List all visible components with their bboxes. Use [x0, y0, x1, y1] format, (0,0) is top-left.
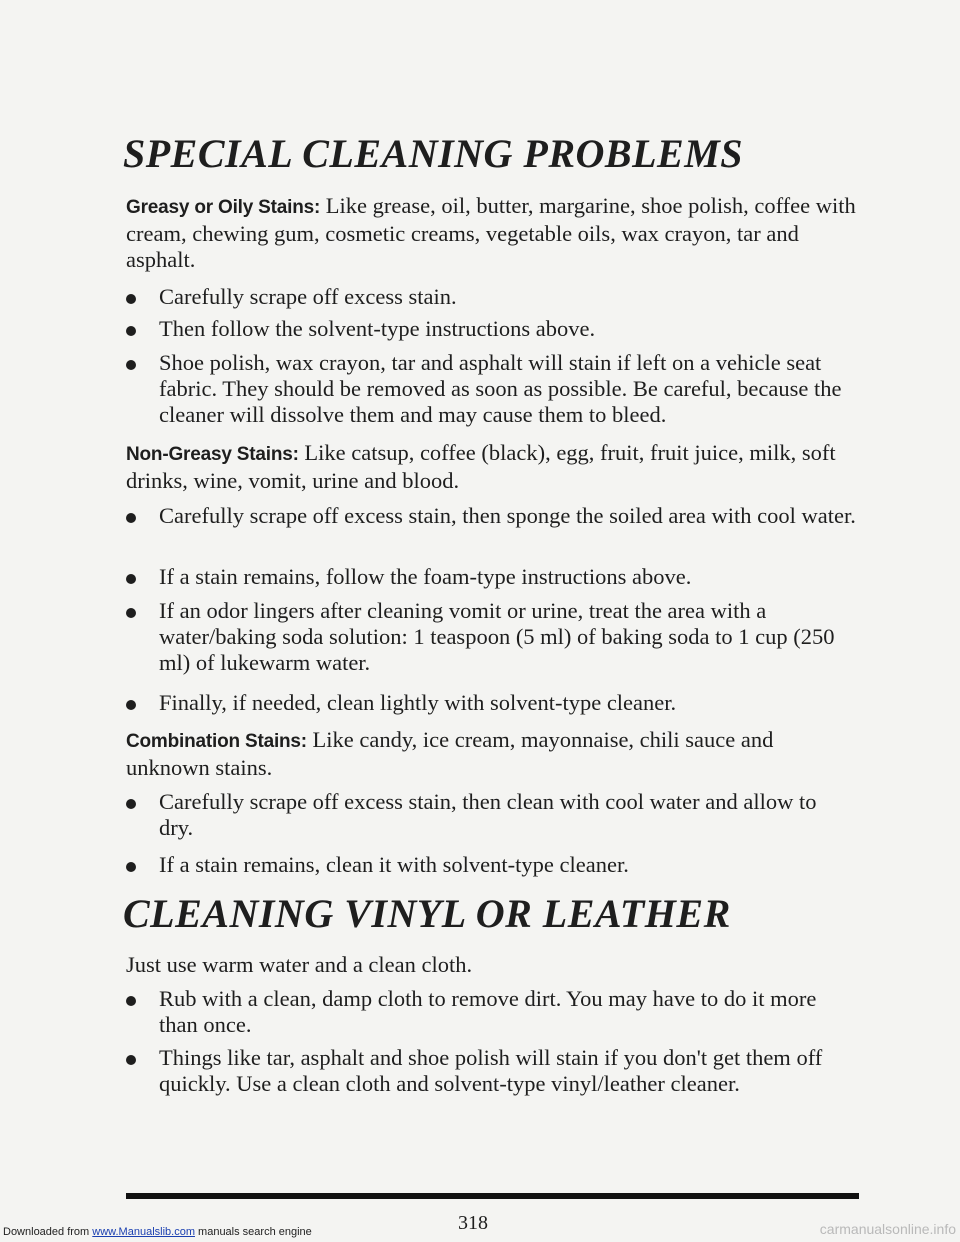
list-item: Shoe polish, wax crayon, tar and asphalt will stain if left on a vehicle seat fabric. They should be removed as soon as possible. Be careful, because the cleaner will dissolve them and may cause them to bleed.	[126, 350, 856, 428]
section-title-vinyl-leather: CLEANING VINYL OR LEATHER	[123, 891, 731, 936]
combination-stains-label: Combination Stains:	[126, 731, 307, 752]
bullet-icon	[126, 513, 136, 523]
non-greasy-stains-label: Non-Greasy Stains:	[126, 444, 299, 465]
bullet-icon	[126, 862, 136, 872]
list-item: Then follow the solvent-type instructions above.	[126, 316, 856, 342]
list-item: Carefully scrape off excess stain.	[126, 284, 856, 310]
list-item: Things like tar, asphalt and shoe polish will stain if you don't get them off quickly. Use a clean cloth and solvent-type vinyl/leather cleaner.	[126, 1045, 856, 1097]
bullet-icon	[126, 608, 136, 618]
combination-stains-paragraph	[126, 727, 856, 781]
greasy-stains-text: Like grease, oil, butter, margarine, shoe polish, coffee with cream, chewing gum, cosmetic creams, vegetable oils, wax crayon, tar and asphalt.	[126, 193, 856, 272]
section-title-special-cleaning: SPECIAL CLEANING PROBLEMS	[123, 131, 744, 176]
list-item: If an odor lingers after cleaning vomit or urine, treat the area with a water/baking soda solution: 1 teaspoon (5 ml) of baking soda to 1 cup (250 ml) of lukewarm water.	[126, 598, 856, 676]
bullet-icon	[126, 326, 136, 336]
non-greasy-stains-text: Like catsup, coffee (black), egg, fruit, fruit juice, milk, soft drinks, wine, vomit, urine and blood.	[126, 440, 836, 493]
bullet-icon	[126, 574, 136, 584]
bullet-icon	[126, 996, 136, 1006]
bullet-icon	[126, 799, 136, 809]
list-item: If a stain remains, follow the foam-type instructions above.	[126, 564, 856, 590]
manualslib-link[interactable]: www.Manualslib.com	[92, 1226, 195, 1238]
download-notice: Downloaded from www.Manualslib.com manuals search engine	[3, 1226, 312, 1238]
greasy-stains-paragraph	[126, 193, 856, 273]
bullet-icon	[126, 294, 136, 304]
greasy-stains-label: Greasy or Oily Stains:	[126, 197, 321, 218]
combination-stains-text: Like candy, ice cream, mayonnaise, chili sauce and unknown stains.	[126, 727, 774, 780]
list-item: Rub with a clean, damp cloth to remove dirt. You may have to do it more than once.	[126, 986, 856, 1038]
footer-rule	[126, 1193, 859, 1199]
vinyl-intro: Just use warm water and a clean cloth.	[126, 952, 473, 977]
list-item: Carefully scrape off excess stain, then clean with cool water and allow to dry.	[126, 789, 856, 841]
list-item: Finally, if needed, clean lightly with solvent-type cleaner.	[126, 690, 856, 716]
list-item: If a stain remains, clean it with solvent-type cleaner.	[126, 852, 856, 878]
bullet-icon	[126, 360, 136, 370]
list-item: Carefully scrape off excess stain, then sponge the soiled area with cool water.	[126, 503, 856, 529]
non-greasy-stains-paragraph	[126, 440, 856, 494]
watermark: carmanualsonline.info	[819, 1221, 956, 1237]
bullet-icon	[126, 1055, 136, 1065]
page-number: 318	[458, 1212, 488, 1234]
bullet-icon	[126, 700, 136, 710]
